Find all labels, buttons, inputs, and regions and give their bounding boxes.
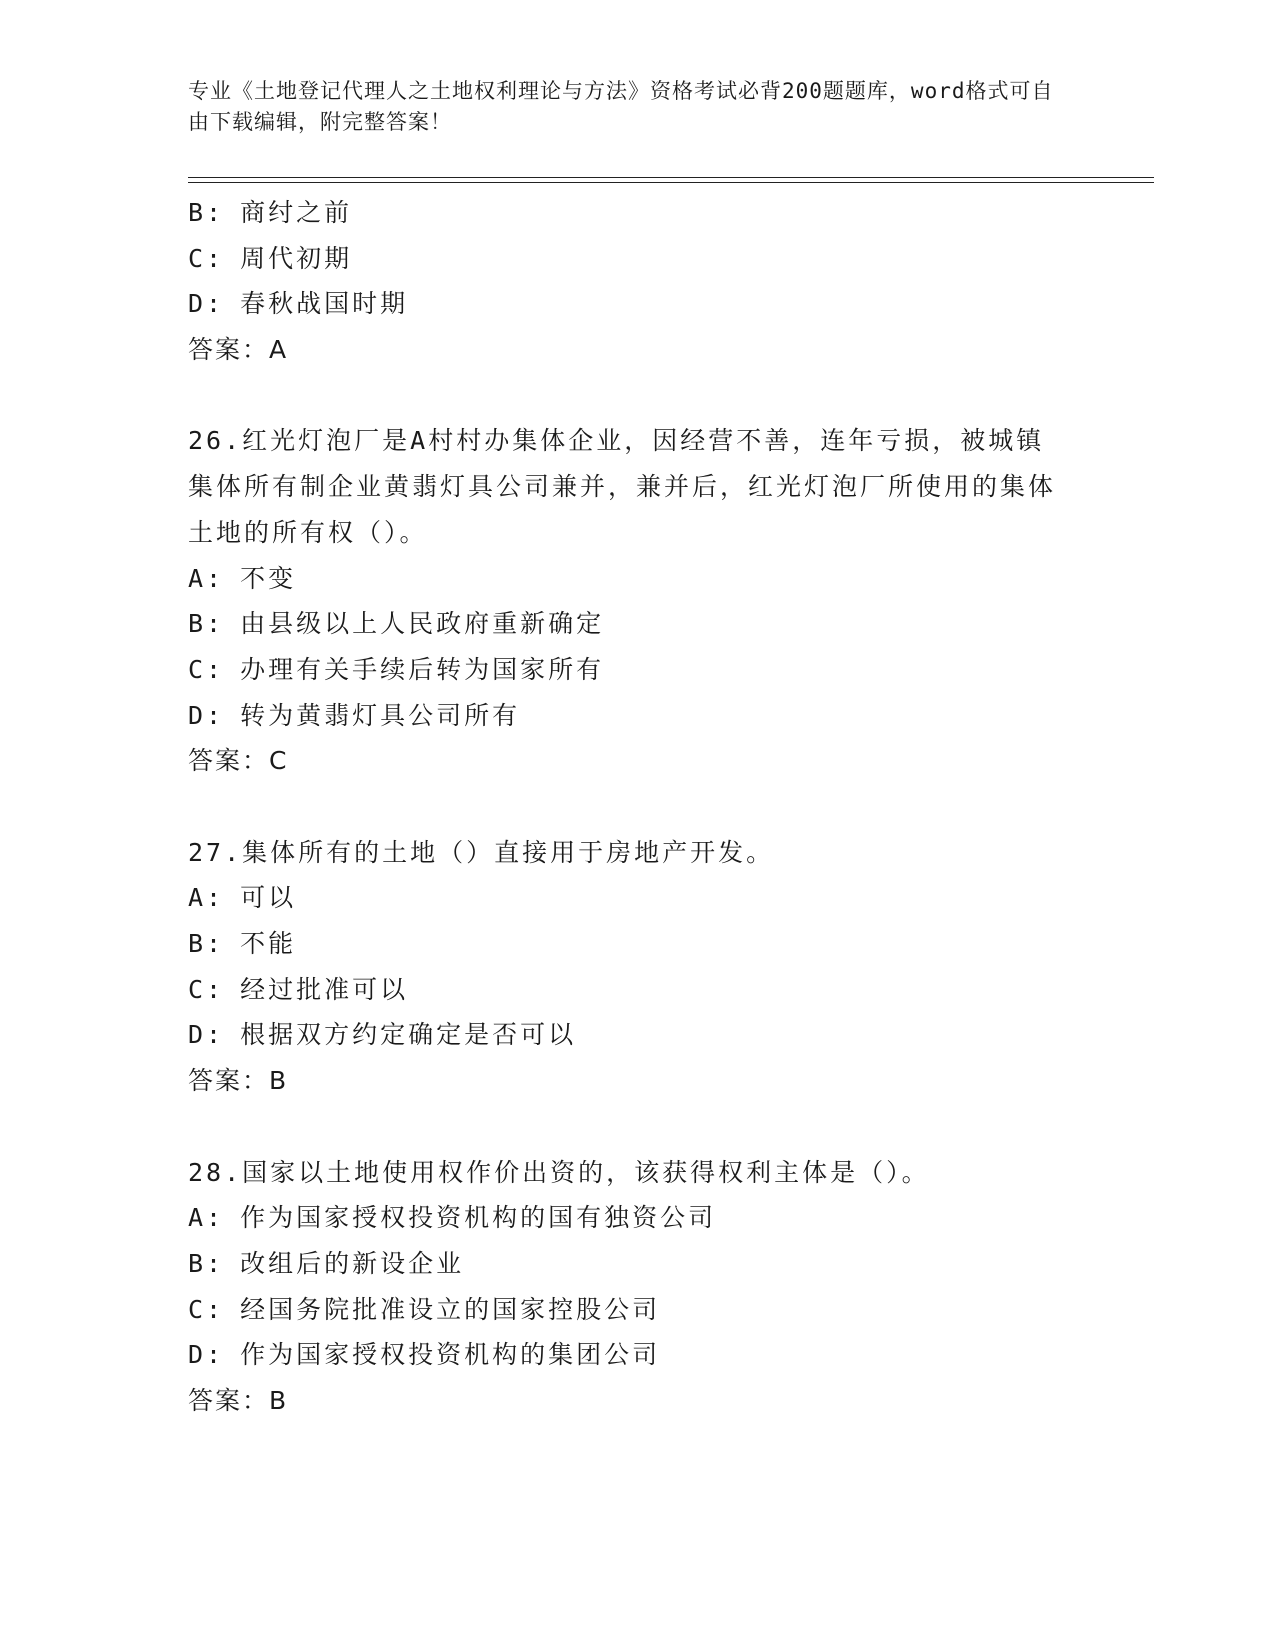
question-block-27 [188, 830, 1088, 1104]
option-label: C: [188, 974, 225, 1004]
header-rule-bottom [188, 182, 1154, 183]
option-text: 周代初期 [240, 243, 353, 273]
option-label: D: [188, 289, 225, 319]
question-text: 26.红光灯泡厂是A村村办集体企业，因经营不善，连年亏损，被城镇集体所有制企业黄翡灯具公司兼并，兼并后，红光灯泡厂所使用的集体土地的所有权（）。 [188, 426, 1057, 547]
option-line [188, 601, 1088, 647]
option-line [188, 236, 1088, 282]
question-text: 28.国家以土地使用权作价出资的，该获得权利主体是（）。 [188, 1157, 930, 1187]
option-line [188, 281, 1088, 327]
option-label: B: [188, 609, 225, 639]
option-label: B: [188, 929, 225, 959]
option-label: C: [188, 654, 225, 684]
option-label: B: [188, 1248, 225, 1278]
option-text: 作为国家授权投资机构的国有独资公司 [240, 1203, 717, 1233]
answer-line: 答案：C [188, 746, 289, 776]
option-label: D: [188, 1340, 225, 1370]
option-line [188, 190, 1088, 236]
option-line [188, 921, 1088, 967]
option-text: 根据双方约定确定是否可以 [240, 1020, 577, 1050]
option-line [188, 1012, 1088, 1058]
question-block-28 [188, 1150, 1088, 1424]
option-line [188, 693, 1088, 739]
option-line [188, 1332, 1088, 1378]
option-text: 改组后的新设企业 [240, 1248, 465, 1278]
option-label: A: [188, 883, 225, 913]
answer-line: 答案：A [188, 335, 289, 365]
option-text: 春秋战国时期 [240, 289, 409, 319]
option-text: 作为国家授权投资机构的集团公司 [240, 1340, 661, 1370]
option-line [188, 967, 1088, 1013]
spacer [188, 1104, 1088, 1150]
option-text: 经国务院批准设立的国家控股公司 [240, 1294, 661, 1324]
document-header: 专业《土地登记代理人之土地权利理论与方法》资格考试必背200题题库，word格式可自由下载编辑，附完整答案！ [188, 79, 1054, 134]
option-label: A: [188, 563, 225, 593]
spacer [188, 373, 1088, 419]
header-rule-top [188, 177, 1154, 178]
option-label: A: [188, 1203, 225, 1233]
option-label: B: [188, 198, 225, 227]
option-line [188, 647, 1088, 693]
option-text: 不能 [240, 929, 297, 959]
question-list [188, 190, 1088, 1424]
option-line [188, 556, 1088, 602]
option-line [188, 875, 1088, 921]
option-label: C: [188, 1294, 225, 1324]
option-text: 转为黄翡灯具公司所有 [240, 700, 521, 730]
option-text: 不变 [240, 563, 297, 593]
option-text: 可以 [240, 883, 297, 913]
option-text: 办理有关手续后转为国家所有 [240, 654, 605, 684]
option-text: 经过批准可以 [240, 974, 409, 1004]
option-text: 由县级以上人民政府重新确定 [240, 609, 605, 639]
question-text: 27.集体所有的土地（）直接用于房地产开发。 [188, 837, 775, 867]
answer-line: 答案：B [188, 1385, 289, 1415]
option-line [188, 1241, 1088, 1287]
option-line [188, 1287, 1088, 1333]
question-block-26 [188, 418, 1088, 784]
spacer [188, 784, 1088, 830]
answer-line: 答案：B [188, 1066, 289, 1096]
prev-question-block [188, 190, 1088, 373]
option-line [188, 1195, 1088, 1241]
option-label: D: [188, 1020, 225, 1050]
option-text: 商纣之前 [240, 198, 353, 227]
option-label: D: [188, 700, 225, 730]
option-label: C: [188, 243, 225, 273]
